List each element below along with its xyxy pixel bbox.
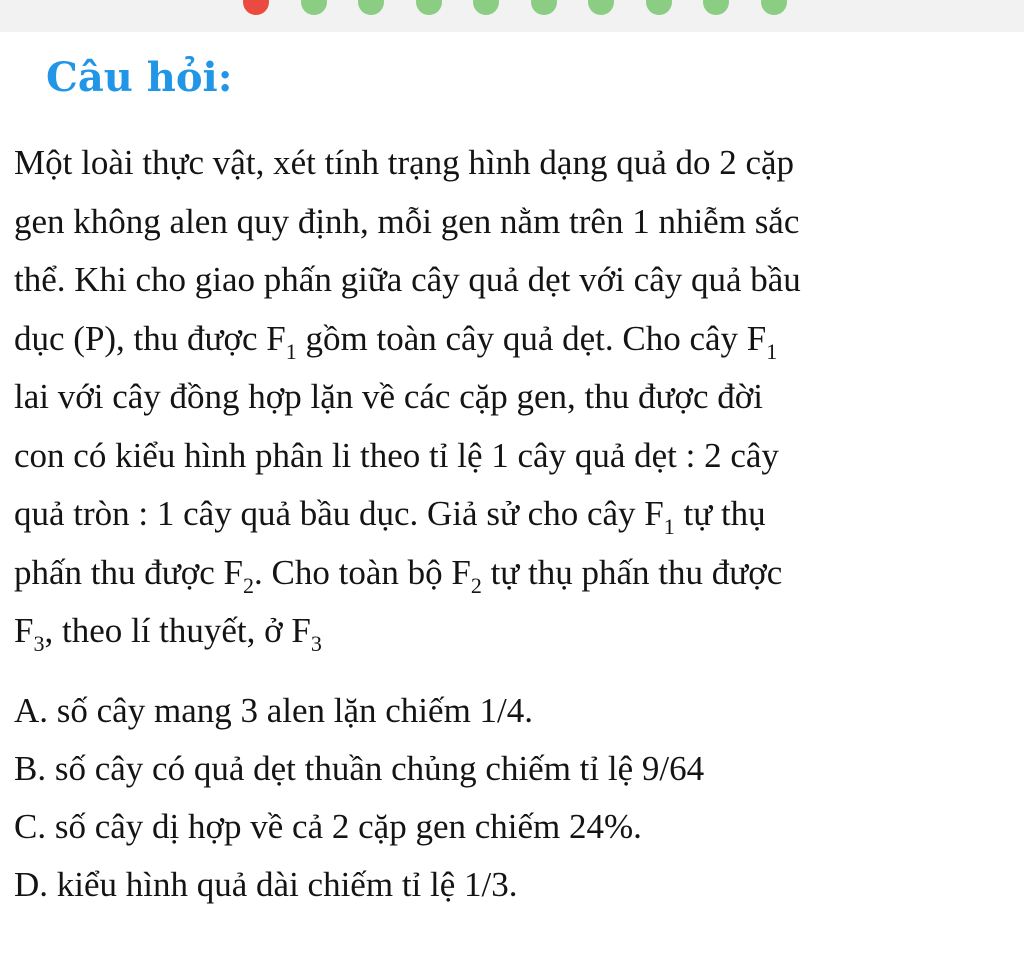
question-text-run: tự thụ phấn thu được xyxy=(481,552,783,592)
question-line: Một loài thực vật, xét tính trạng hình dạng quả do 2 cặp xyxy=(14,143,795,182)
progress-dot[interactable] xyxy=(588,0,614,15)
subscript: 3 xyxy=(33,631,45,656)
progress-dots xyxy=(0,0,1024,32)
subscript: 2 xyxy=(243,572,254,598)
question-text-run: F xyxy=(14,611,34,650)
subscript: 1 xyxy=(766,338,778,364)
option-b[interactable]: B. số cây có quả dẹt thuần chủng chiếm tỉ lệ 9/64 xyxy=(14,749,705,788)
option-a[interactable]: A. số cây mang 3 alen lặn chiếm 1/4. xyxy=(14,691,534,730)
progress-dot[interactable] xyxy=(416,0,442,15)
question-line: con có kiểu hình phân li theo tỉ lệ 1 cây quả dẹt : 2 cây xyxy=(14,435,779,475)
option-d[interactable]: D. kiểu hình quả dài chiếm tỉ lệ 1/3. xyxy=(14,865,518,904)
question-line xyxy=(14,485,1014,544)
progress-dot[interactable] xyxy=(646,0,672,15)
progress-dot[interactable] xyxy=(703,0,729,15)
question-text xyxy=(14,134,1014,661)
subscript: 2 xyxy=(470,572,482,598)
question-line xyxy=(14,602,1014,661)
progress-dot[interactable] xyxy=(473,0,499,15)
question-text-run: phấn thu được F xyxy=(14,552,243,592)
progress-dot[interactable] xyxy=(761,0,787,15)
question-text-run: , theo lí thuyết, ở F xyxy=(44,611,311,650)
subscript: 1 xyxy=(663,514,675,539)
subscript: 1 xyxy=(285,338,297,364)
top-progress-bar xyxy=(0,0,1024,32)
page-title: Câu hỏi: xyxy=(46,54,233,101)
subscript: 3 xyxy=(310,631,322,656)
question-line xyxy=(14,544,1014,603)
question-line: thể. Khi cho giao phấn giữa cây quả dẹt với cây quả bầu xyxy=(14,260,801,299)
answer-options xyxy=(14,682,1014,914)
progress-dot[interactable] xyxy=(301,0,327,15)
question-text-run: . Cho toàn bộ F xyxy=(254,552,471,592)
progress-dot[interactable] xyxy=(531,0,557,15)
question-line: gen không alen quy định, mỗi gen nằm trên 1 nhiễm sắc xyxy=(14,201,800,241)
question-text-run: gồm toàn cây quả dẹt. Cho cây F xyxy=(296,318,767,358)
question-line: lai với cây đồng hợp lặn về các cặp gen, thu được đời xyxy=(14,377,764,416)
progress-dot[interactable] xyxy=(358,0,384,15)
question-line xyxy=(14,310,1014,369)
question-text-run: quả tròn : 1 cây quả bầu dục. Giả sử cho cây F xyxy=(14,494,664,533)
question-text-run: dục (P), thu được F xyxy=(14,318,286,358)
progress-dot-active[interactable] xyxy=(243,0,269,15)
option-c[interactable]: C. số cây dị hợp về cả 2 cặp gen chiếm 24%. xyxy=(14,807,642,846)
question-text-run: tự thụ xyxy=(674,494,766,533)
